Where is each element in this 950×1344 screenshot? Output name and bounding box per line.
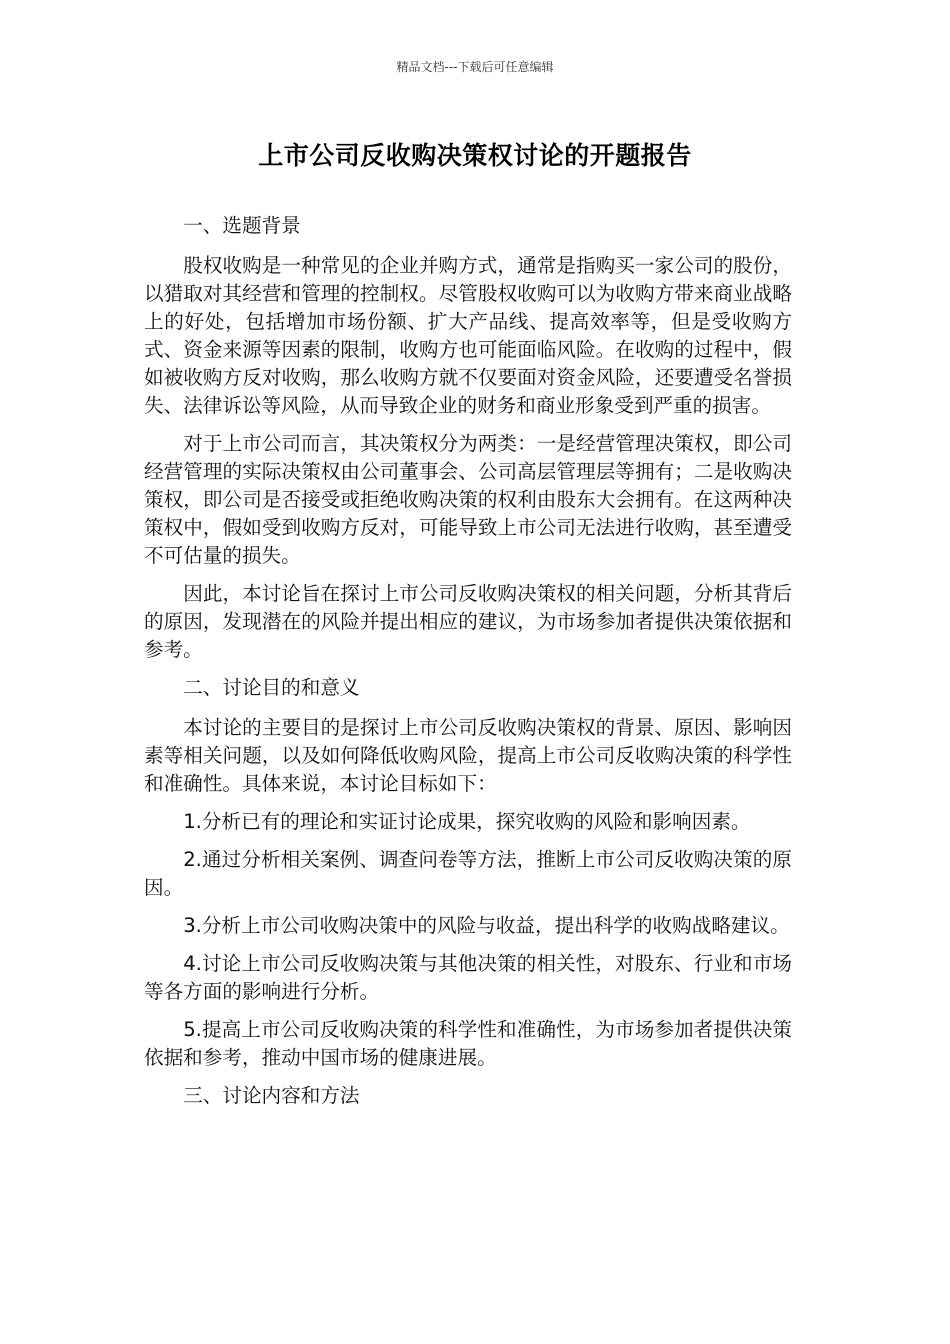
paragraph-background-3: 因此，本讨论旨在探讨上市公司反收购决策权的相关问题，分析其背后的原因，发现潜在的风险并提出相应的建议，为市场参加者提供决策依据和参考。 <box>144 582 792 661</box>
list-item-goal-3: 3.分析上市公司收购决策中的风险与收益，提出科学的收购战略建议。 <box>183 914 790 937</box>
list-item-goal-1: 1.分析已有的理论和实证讨论成果，探究收购的风险和影响因素。 <box>183 810 751 833</box>
paragraph-purpose-intro: 本讨论的主要目的是探讨上市公司反收购决策权的背景、原因、影响因素等相关问题，以及如何降低收购风险，提高上市公司反收购决策的科学性和准确性。具体来说，本讨论目标如下： <box>144 716 792 795</box>
list-item-goal-4: 4.讨论上市公司反收购决策与其他决策的相关性，对股东、行业和市场等各方面的影响进行分析。 <box>144 952 792 1003</box>
list-item-goal-5: 5.提高上市公司反收购决策的科学性和准确性，为市场参加者提供决策依据和参考，推动中国市场的健康进展。 <box>144 1018 792 1069</box>
paragraph-background-1: 股权收购是一种常见的企业并购方式，通常是指购买一家公司的股份，以猎取对其经营和管理的控制权。尽管股权收购可以为收购方带来商业战略上的好处，包括增加市场份额、扩大产品线、提高效率等，但是受收购方式、资金来源等因素的限制，收购方也可能面临风险。在收购的过程中，假如被收购方反对收购，那么收购方就不仅要面对资金风险，还要遭受名誉损失、法律诉讼等风险，从而导致企业的财务和商业形象受到严重的损害。 <box>144 254 792 417</box>
document-body <box>144 212 792 1122</box>
section-heading-content-method: 三、讨论内容和方法 <box>183 1084 360 1107</box>
section-heading-background: 一、选题背景 <box>183 214 301 237</box>
paragraph-background-2: 对于上市公司而言，其决策权分为两类：一是经营管理决策权，即公司经营管理的实际决策权由公司董事会、公司高层管理层等拥有；二是收购决策权，即公司是否接受或拒绝收购决策的权利由股东大会拥有。在这两种决策权中，假如受到收购方反对，可能导致上市公司无法进行收购，甚至遭受不可估量的损失。 <box>144 432 792 567</box>
section-heading-purpose: 二、讨论目的和意义 <box>183 676 360 699</box>
header-note: 精品文档---下载后可任意编辑 <box>396 60 554 74</box>
document-title: 上市公司反收购决策权讨论的开题报告 <box>258 141 692 170</box>
list-item-goal-2: 2.通过分析相关案例、调查问卷等方法，推断上市公司反收购决策的原因。 <box>144 848 792 899</box>
